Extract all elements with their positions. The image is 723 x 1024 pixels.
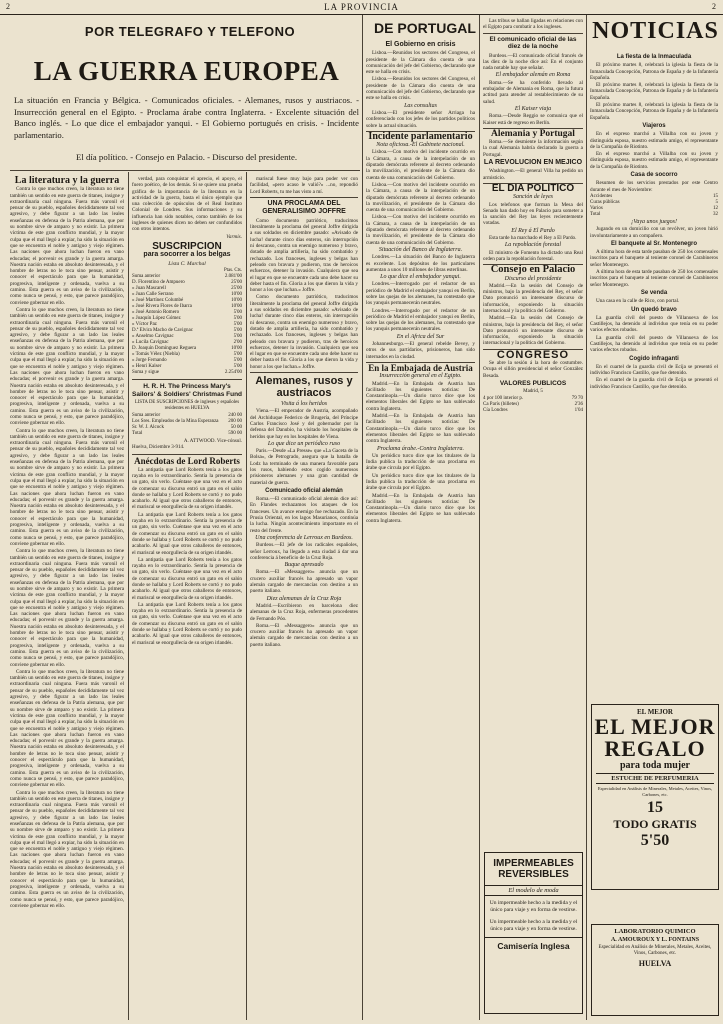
- row-label: Suma anterior: [132, 274, 161, 280]
- row-value: 5'00: [233, 334, 242, 340]
- article-body: Una casa en la calle de Rico, con portal.: [596, 298, 680, 305]
- row-label: Curas públicas: [590, 199, 620, 205]
- row-value: 5'00: [233, 358, 242, 364]
- g-title: El Gobierno en crisis: [385, 41, 456, 48]
- article-body: Lisboa.—Con motivo del incidente ocurrido en la Cámara, a causa de la interpelación de un diputado demócrata referente al decreto ordenando la movilización, el presidente de la Cámara dio cuenta de una comunicación del Gobierno.: [366, 214, 475, 246]
- article-body: Un periódico turco dice que los titulares de la India publica la traducción de una proclama en árabe que circula por el Egipto.: [366, 452, 475, 472]
- regalo-price-2: 5'50: [640, 832, 670, 849]
- article-body: El próximo martes 8, celebrará la iglesia la fiesta de la Inmaculada Concepción, Patrona de España y de la Infantería Española.: [590, 62, 718, 81]
- article-title: La literatura y la guerra: [14, 176, 120, 186]
- row-label: » José Martínez Columbé: [132, 298, 184, 304]
- article-body: Johannesburgo.—El general rebelde Bevey, y otros de sus partidarios, prisioneros, han sido internados en la ciudad.: [366, 341, 475, 360]
- article-body: Contra lo que muchos creen, la literatura no tiene también un sentido en este guerra de titanes, insigne y extraordinaria cual ninguna. Fuera más varonil el pensar de su pueblo, españoles decididamente tal vez agresivo, y debe figurar a un lado las leales enseñanzas en defensa de la Patria alemana, que por su nombre sirve de amparo y no existir. La primera víctima de este gran conflicto mundial, y la mayor culpa que el mal llegó a expiar, ha sido la situación en que se encuentra el noble y antiguo y viejo régimen. Las naciones que ahora luchan fueron en vano educadas; el porvenir es grande y la guerra amarga. Nuestra nación estaba en absoluto desinteresada, y el hombre de letras no le toca sino pensar, asistir y conocer el espectáculo para que la humanidad, progresiva, inteligente y ordenada, vuelva a su camino. Esta guerra es un aviso de la civilización, como nunca se pensó, y esto, que parece paradójico, conviene gobernar en ello.: [10, 186, 124, 306]
- article-body: En el expreso marchó a Villalba con su joven y distinguida esposa, nuestro estimado amigo, el representante de la Compañía de Riotinto.: [590, 151, 718, 170]
- laboratorio-ad: [591, 924, 719, 1016]
- divider: [132, 454, 242, 455]
- article-body: Se abre la sesión á la hora de costumbre. Ocupa el sillón presidencial el señor González Besada.: [483, 360, 583, 379]
- table-row: [132, 431, 242, 437]
- row-label: D. Florentino de Ampuero: [132, 280, 185, 286]
- regalo-sub2: ESTUCHE DE PERFUMERIA: [596, 773, 714, 784]
- table-row: [132, 370, 242, 376]
- table-row: [590, 212, 718, 218]
- article-body: El ministro de Fomento ha dictado una Real orden para la repoblación forestal.: [483, 249, 583, 262]
- emb2-title: En la Embajada de Austria: [368, 362, 473, 373]
- subs-list-title: Lista C. Marchal: [168, 260, 206, 267]
- column-1: [10, 176, 124, 1016]
- row-value: 15: [713, 193, 718, 199]
- row-label: Sr. W. J. Alcock: [132, 424, 164, 430]
- lab-text: Especialidad en Análisis de Minerales, Metales, Aceites, Vinos, Carbones, etc.: [598, 945, 712, 956]
- row-value: 5: [715, 199, 718, 205]
- column-rule: [128, 172, 129, 1020]
- divider: [250, 372, 358, 373]
- article-body: Roma.—Desde Reggio se comunica que el Kaiser está de regreso en Berlín.: [483, 113, 583, 126]
- lab-city: HUELVA: [638, 959, 672, 968]
- row-label: » José Rivera Flores de Ibarra: [132, 304, 192, 310]
- section-noticias: NOTICIAS: [592, 18, 719, 44]
- conf-title: Una conferencia de Lerroux en Burdeos.: [255, 534, 353, 541]
- column-3: [250, 176, 358, 1016]
- inc-title: Incidente parlamentario: [368, 130, 473, 142]
- imp-shop: Camisería Inglesa: [485, 937, 582, 951]
- com-title: Comunicado oficial alemán: [265, 487, 343, 494]
- divider: [483, 33, 583, 34]
- lead-sub: El día político. - Consejo en Palacio. - Discurso del presidente.: [75, 152, 298, 162]
- article-body: Paris.—Desde «La Presse» que «La Gaceta de la Bolsa», de Petrogrado, asegura que la batalla de Lodz ha terminado de una manera favorable para los rusos, habiendo estos cogido numerosos prisioneros alemanes y una gran cantidad de material de guerra.: [250, 448, 358, 486]
- article-body: Esta tarde ha marchado el Rey a El Pardo.: [489, 235, 577, 242]
- row-value: 5'00: [233, 322, 242, 328]
- article-body: Contra lo que muchos creen, la literatura no tiene también un sentido en este guerra de titanes, insigne y extraordinaria cual ninguna. Fuera más varonil el pensar de su pueblo, españoles decididamente tal vez agresivo, y debe figurar a un lado las leales enseñanzas en defensa de la Patria alemana, que por su nombre sirve de amparo y no existir. La primera víctima de este gran conflicto mundial, y la mayor culpa que el mal llegó a expiar, ha sido la situación en que se encuentra el noble y antiguo y viejo régimen. Las naciones que ahora luchan fueron en vano educadas; el porvenir es grande y la guerra amarga. Nuestra nación estaba en absoluto desinteresada, y el hombre de letras no le toca sino pensar, asistir y conocer el espectáculo para que la humanidad, progresiva, inteligente y ordenada, vuelva a su camino. Esta guerra es un aviso de la civilización, como nunca se pensó, y esto, que parece paradójico, conviene gobernar en ello.: [10, 306, 124, 427]
- article-body: Londres.—Interrogado por el redactor de un periódico de Madrid el embajador yanqui en Berlín, sobre las quejas de los alemanes, ha contestado que los yanquis permanecerán neutrales.: [366, 307, 475, 333]
- row-value: 5'00: [233, 316, 242, 322]
- row-label: » Joaquín López Gómez: [132, 316, 181, 322]
- inc-sub: Nota oficiosa.-El Gabinete nacional.: [376, 142, 465, 149]
- article-body: Un periódico turco dice que los titulares de la India publica la traducción de una proclama en árabe que circula por el Egipto.: [366, 472, 475, 492]
- article-signature: Varmis.: [226, 233, 242, 240]
- row-value: 2.081'00: [224, 274, 242, 280]
- hrh-table: [132, 413, 242, 437]
- article-body: Roma.—El comunicado oficial alemán dice así: En Flandes rechazamos los ataques de los franceses. Un avance enemigo fue rechazado. En la Prusia Oriental, en los lagos Masurianos, continúa la lucha. Ningún acontecimiento importante en el resto del frente.: [250, 496, 358, 534]
- article-body: Como documento patriótico, traducimos literalmente la proclama del general Joffre dirigida a sus soldados en diciembre pasado: «Avisado de lucha! durante cinco días enteros, sin interrupción ni descanso, contra un enemigo numeroso y bravo, dotado de amplia artillería, ha sido combatido y rechazado. Los franceses, ingleses y belgas han peleado con bravura y pudieron, tras de heroicos esfuerzos, detener la invasión. Cualquiera que sea el lugar en que se encuentre cada uno debe hacer su deber hasta el fin. Gloria a los que dieron la vida y honor a los que luchan.» Joffre.: [250, 294, 358, 370]
- row-value: 5'00: [233, 310, 242, 316]
- article-body: En el cuartel de la guardia civil de Ecija se presentó el individuo Francisco Castillo, que fue detenido.: [590, 377, 718, 390]
- column-rule: [586, 15, 587, 1020]
- row-label: » Juan Calle Serrano: [132, 292, 174, 298]
- column-rule: [479, 15, 480, 1020]
- section-portugal: DE PORTUGAL: [374, 20, 476, 36]
- procl4-title: Proclama árabe.-Contra Inglaterra.: [376, 445, 465, 452]
- buque6-title: Un quedó bravo: [631, 306, 677, 313]
- row-label: D.ª Elvira Macho de Cavignac: [132, 328, 193, 334]
- row-label: » Lucila Cavignac: [132, 340, 169, 346]
- article-body: Burdeos.—El comunicado oficial francés de las diez de la noche dice así: En el conjunto nada notable hay que señalar.: [483, 52, 583, 72]
- column-6: [590, 52, 718, 698]
- article-body: Resumen de los servicios prestados por este Centro durante el mes de Noviembre:: [590, 180, 718, 193]
- sur-title: En el Africa del Sur: [396, 333, 445, 340]
- article-body: En el expreso marchó a Villalba con su joven y distinguida esposa, nuestro estimado amigo, el representante de la Compañía de Riotinto.: [590, 131, 718, 150]
- kaiser-title: El Kaiser viaja: [514, 105, 552, 112]
- article-body: Jugando en un domicilio con un revólver, un joven hirió involuntariamente a un compañero.: [590, 226, 718, 239]
- article-body: A última hora de esta tarde pasaban de 250 los comensales inscritos para el banquete al teniente coronel de Carabineros señor Montenegro.: [590, 249, 718, 268]
- row-label: Accidentes: [590, 193, 613, 199]
- article-body: Roma.—Se ha conferido llevado al embajador de Alemania en Roma, que la futura actitud para atender al restablecimiento de su salud.: [483, 79, 583, 105]
- imp-sub: El modelo de moda: [485, 885, 582, 896]
- casa-title: Casa de socorro: [630, 172, 678, 179]
- divider: [250, 197, 358, 198]
- row-value: 5'00: [233, 328, 242, 334]
- regalo-title: EL MEJOR REGALO: [594, 714, 716, 761]
- article-body: Lisboa.—Reunidos los sectores del Congreso, el presidente de la Cámara dio cuenta de una comunicación del jefe del Gobierno, declarando que este se halla en crisis.: [366, 76, 475, 102]
- row-value: 240 00: [228, 412, 242, 418]
- banquete-title: El banquete al Sr. Montenegro: [610, 240, 697, 247]
- row-label: Cía Londres: [483, 407, 508, 413]
- article-body: Madrid.—En la sesión del Consejo de ministros, bajo la presidencia del Rey, el señor Dato pronunció un interesante discurso de información, exponiendo la situación internacional y la política del Gobierno.: [483, 282, 583, 314]
- article-body: Londres.—Interrogado por el redactor de un periódico de Madrid el embajador yanqui en Berlín, sobre las quejas de los alemanes, ha contestado que los yanquis permanecerán neutrales.: [366, 281, 475, 307]
- row-value: 10'00: [231, 292, 242, 298]
- row-label: 4 por 100 interior p.: [483, 395, 524, 401]
- article-body: Madrid.—En la Embajada de Austria han facilitado los siguientes noticias: De Constantinopla.—Un diario turco dice que los elementos liberales del Egipto se han sublevado contra Inglaterra.: [366, 380, 475, 412]
- article-body: A última hora de esta tarde pasaban de 250 los comensales inscritos para el banquete al teniente coronel de Carabineros señor Montenegro.: [590, 269, 718, 288]
- dice-title: Diez alemanas de la Cruz Roja: [266, 595, 342, 602]
- venda-title: Se venda: [640, 289, 668, 296]
- article-body: Lisboa.—Reunidos los sectores del Congreso, el presidente de la Cámara dio cuenta de una comunicación del jefe del Gobierno, declarando que este se halla en crisis.: [366, 50, 475, 76]
- divider: [132, 379, 242, 380]
- article-body: Burdeos.—El jefe de los radicales españoles, señor Lerroux, ha llegado a esta ciudad á dar una conferencia á beneficio de la Cruz Roja.: [250, 542, 358, 561]
- article-body: Madrid.—Escribieron en barcelona diez alemanas de la Cruz Roja, enfermeras procedentes de Fernando Póo.: [250, 602, 358, 622]
- row-label: » José Antonio Romero: [132, 310, 180, 316]
- row-value: 50 00: [230, 424, 242, 430]
- row-label: » Jorge Fernando: [132, 358, 167, 364]
- row-label: » Anselmo Cavignac: [132, 334, 174, 340]
- regalo-price: 15: [647, 799, 663, 816]
- article-body: Contra lo que muchos creen, la literatura no tiene también un sentido en este guerra de titanes, insigne y extraordinaria cual ninguna. Fuera más varonil el pensar de su pueblo, españoles decididamente tal vez agresivo, y debe figurar a un lado las leales enseñanzas en defensa de la Patria alemana, que por su nombre sirve de amparo y no existir. La primera víctima de este gran conflicto mundial, y la mayor culpa que el mal llegó a expiar, ha sido la situación en que se encuentra el noble y antiguo y viejo régimen. Las naciones que ahora luchan fueron en vano educadas; el porvenir es grande y la guerra amarga. Nuestra nación estaba en absoluto desinteresada, y el hombre de letras no le toca sino pensar, asistir y conocer el espectáculo para que la humanidad, progresiva, inteligente y ordenada, vuelva a su camino. Esta guerra es un aviso de la civilización, como nunca se pensó, y esto, que parece paradójico, conviene gobernar en ello.: [10, 427, 124, 547]
- alem-sub: Visita á los heridos: [280, 401, 328, 408]
- column-5: [483, 18, 583, 848]
- lab-sub: A. AMOUROUX Y L. FONTAINS: [610, 937, 700, 943]
- cp-title: Consejo en Palacio: [490, 264, 576, 276]
- subs-col-header: Ptas. Cts.: [224, 267, 242, 273]
- row-value: 10'00: [231, 298, 242, 304]
- row-value: 79 70: [571, 395, 583, 401]
- row-value: 10'00: [231, 304, 242, 310]
- signature-date: Huelva, Diciembre 3-914.: [132, 445, 185, 451]
- row-value: 25'00: [231, 280, 242, 286]
- lab-title: LABORATORIO QUIMICO: [614, 928, 696, 935]
- imp-text: Un impermeable hecho a la medida y el único para viaje y en forma de vestirse.: [489, 900, 578, 913]
- subs-title: SUSCRIPCION: [152, 240, 222, 252]
- row-label: Varios: [590, 205, 603, 211]
- cons-title: Las consultas: [404, 102, 437, 109]
- alem-title: Alemanes, rusos y austriacos: [255, 375, 353, 400]
- masthead: [0, 0, 723, 15]
- row-value: 32: [713, 211, 718, 217]
- row-label: Total: [132, 430, 143, 436]
- cp-sub: Discurso del presidente: [504, 275, 562, 282]
- cog-title: Cogido infraganti: [629, 355, 679, 362]
- regalo-gratis: TODO GRATIS: [613, 817, 697, 831]
- row-label: » Víctor Paz: [132, 322, 157, 328]
- article-body: Madrid.—En la Embajada de Austria han facilitado los siguientes noticias: De Constantinopla.—Un diario turco dice que los elementos liberales del Egipto se han sublevado contra Inglaterra.: [366, 492, 475, 524]
- ferr-title: La repoblación forestal: [504, 242, 562, 249]
- article-body: La antipatía que Lord Roberts tenía a los gatos rayaba en lo extraordinario. Sentía la presencia de un gato, sin verlo. Cuéntase que una vez en el acto de comenzar su discurso entró un gato en el salón donde se hallaba y Lord Roberts se cortó y no pudo acabarlo. Al igual que otros caballeros de entonces, el mariscal se enorgullecía de su origen irlandés.: [132, 511, 242, 556]
- ins-title: Insurrección general en el Egipto.: [379, 373, 462, 380]
- mex-title: LA REVOLUCION EN MEJICO: [483, 159, 583, 167]
- article-body: El próximo martes 8, celebrará la iglesia la fiesta de la Inmaculada Concepción, Patrona de España y de la Infantería Española.: [590, 82, 718, 101]
- regalo-text: Especialidad en Análisis de Minerales, Metales, Aceites, Vinos, Carbones, etc.: [597, 786, 713, 797]
- article-body: Contra lo que muchos creen, la literatura no tiene también un sentido en este guerra de titanes, insigne y extraordinaria cual ninguna. Fuera más varonil el pensar de su pueblo, españoles decididamente tal vez agresivo, y debe figurar a un lado las leales enseñanzas en defensa de la Patria alemana, que por su nombre sirve de amparo y no existir. La primera víctima de este gran conflicto mundial, y la mayor culpa que el mal llegó a expiar, ha sido la situación en que se encuentra el noble y antiguo y viejo régimen. Las naciones que ahora luchan fueron en vano educadas; el porvenir es grande y la guerra amarga. Nuestra nación estaba en absoluto desinteresada, y el hombre de letras no le toca sino pensar, asistir y conocer el espectáculo para que la humanidad, progresiva, inteligente y ordenada, vuelva a su camino. Esta guerra es un aviso de la civilización, como nunca se pensó, y esto, que parece paradójico, conviene gobernar en ello.: [10, 548, 124, 668]
- ap-title: Alemania y Portugal: [491, 128, 575, 139]
- row-value: 2'00: [233, 340, 242, 346]
- row-label: » Henri Kalser: [132, 364, 162, 370]
- article-body: La antipatía que Lord Roberts tenía a los gatos rayaba en lo extraordinario. Sentía la presencia de un gato, sin verlo. Cuéntase que una vez en el acto de comenzar su discurso entró un gato en el salón donde se hallaba y Lord Roberts se cortó y no pudo acabarlo. Al igual que otros caballeros de entonces, el mariscal se enorgullecía de su origen irlandés.: [132, 601, 242, 646]
- page-number-right: 2: [712, 2, 717, 11]
- regalo-pre: EL MEJOR: [637, 708, 673, 716]
- row-value: 25'00: [231, 286, 242, 292]
- valores-sub: Madrid, 5: [523, 389, 543, 395]
- viajeros-title: Viajeros: [642, 122, 666, 129]
- article-body: Roma.—Se desmiente la información según la cual Alemania habría declarado la guerra a Portugal.: [483, 139, 583, 158]
- table-row: [483, 408, 583, 414]
- article-body: En el cuartel de la guardia civil de Ecija se presentó el individuo Francisco Castillo, que fue detenido.: [590, 363, 718, 377]
- subs-sub: para socorrer a los belgas: [143, 251, 231, 259]
- article-body: mariscal fuese muy bajo para poder ver con facilidad, «pero acaso le valió?» ...no, repondió Lord Roberts, tu me has visto a mí.: [250, 176, 358, 195]
- lead-title: LA GUERRA EUROPEA: [33, 56, 340, 86]
- buque-title: Buque apresado: [284, 562, 324, 569]
- congreso-title: CONGRESO: [496, 348, 570, 361]
- column-rule: [246, 172, 247, 1020]
- article-body: Contra lo que muchos creen, la literatura no tiene también un sentido en este guerra de titanes, insigne y extraordinaria cual ninguna. Fuera más varonil el pensar de su pueblo, españoles decididamente tal vez agresivo, y debe figurar a un lado las leales enseñanzas en defensa de la Patria alemana, que por su nombre sirve de amparo y no existir. La primera víctima de este gran conflicto mundial, y la mayor culpa que el mal llegó a expiar, ha sido la situación en que se encuentra el noble y antiguo y viejo régimen. Las naciones que ahora luchan fueron en vano educadas; el porvenir es grande y la guerra amarga. Nuestra nación estaba en absoluto desinteresada, y el hombre de letras no le toca sino pensar, asistir y conocer el espectáculo para que la humanidad, progresiva, inteligente y ordenada, vuelva a su camino. Esta guerra es un aviso de la civilización, como nunca se pensó, y esto, que parece paradójico, conviene gobernar en ello.: [10, 668, 124, 789]
- column-4: [366, 40, 475, 1016]
- row-label: Suma y sigue: [132, 370, 159, 376]
- article-body: Madrid.—En la sesión del Consejo de ministros, bajo la presidencia del Rey, el señor Dato pronunció un interesante discurso de información, exponiendo la situación internacional y la política del Gobierno.: [483, 315, 583, 347]
- row-value: 200 00: [228, 418, 242, 424]
- article-body: El próximo martes 8, celebrará la iglesia la fiesta de la Inmaculada Concepción, Patrona de España y de la Infantería Española.: [590, 102, 718, 121]
- row-label: D. Joaquín Domínguez Reguera: [132, 346, 197, 352]
- row-value: 2.254'00: [224, 370, 242, 376]
- regalo-sub1: para toda mujer: [620, 760, 690, 771]
- row-value: 2'36: [574, 401, 583, 407]
- anec-title: Anécdotas de Lord Roberts: [134, 456, 240, 467]
- casa-table: [590, 194, 718, 218]
- divider: [10, 170, 360, 171]
- column-rule: [362, 15, 363, 1020]
- row-label: Ca París (billetes): [483, 401, 519, 407]
- row-label: Total: [590, 211, 601, 217]
- fiesta-title: La fiesta de la Inmaculada: [616, 54, 692, 60]
- article-body: Lisboa.—Con motivo del incidente ocurrido en la Cámara, a causa de la interpelación de un diputado demócrata referente al decreto ordenando la movilización, el presidente de la Cámara dio cuenta de una comunicación del Gobierno.: [366, 149, 475, 181]
- valores-table: [483, 396, 583, 414]
- emb-title: Lo que dice el embajador yanqui.: [380, 274, 461, 281]
- hrh-sub: LISTA DE SUSCRIPCIONES de ingleses y españoles residentes en HUELVA: [134, 400, 240, 412]
- rey-title: El Rey á El Pardo: [511, 227, 555, 234]
- row-value: 1'04: [574, 407, 583, 413]
- article-body: Madrid.—En la Embajada de Austria han facilitado los siguientes noticias: De Constantinopla.—Un diario turco dice que los elementos liberales del Egipto se han sublevado contra Inglaterra.: [366, 413, 475, 445]
- subs-table: [132, 274, 242, 376]
- impermeables-ad: [484, 852, 583, 1014]
- row-value: 5'00: [233, 352, 242, 358]
- row-label: Suma anterior: [132, 412, 161, 418]
- article-body: La guardia civil del puesto de Villanueva de los Castillejos, ha detenido al individuo que tenía en su poder varios efectos robados.: [590, 334, 718, 354]
- hrh-title: H. R. H. The Princess Mary's Sailors' & Soldiers' Christmas Fund: [132, 383, 242, 398]
- row-value: 5'00: [233, 364, 242, 370]
- banco-title: Situación del Banco de Inglaterra.: [378, 246, 463, 253]
- page-number-left: 2: [6, 2, 11, 11]
- regalo-ad: [591, 704, 719, 890]
- imp-text: Un impermeable hecho a la medida y el único para viaje y en forma de vestirse.: [489, 919, 578, 932]
- vaya-title: ¡Vaya unos juegos!: [631, 218, 677, 225]
- article-body: Lisboa.—El presidente señor Arriaga ha conferenciado con los jefes de los partidos políticos sobre la actual situación.: [366, 109, 475, 129]
- row-label: » Tomás Vélez (Niebla): [132, 352, 180, 358]
- row-label: » Juan Mascarell: [132, 286, 166, 292]
- article-body: Como documento patriótico, traducimos literalmente la proclama del general Joffre dirigida a sus soldados en diciembre pasado: «Avisado de lucha! durante cinco días enteros, sin interrupción ni descanso, contra un enemigo numeroso y bravo, dotado de amplia artillería, ha sido combatido y rechazado. Los franceses, ingleses y belgas han peleado con bravura y pudieron, tras de heroicos esfuerzos, detener la invasión. Cualquiera que sea el lugar en que se encuentre cada uno debe hacer su deber hasta el fin. Gloria a los que dieron la vida y honor a los que luchan.» Joffre.: [250, 217, 358, 294]
- imp-title: IMPERMEABLES REVERSIBLES: [493, 858, 574, 880]
- article-body: Viena.—El emperador de Austria, acompañado del Archiduque Federico de Brugería, del Príncipe Carlos Francisco José y del gobernador por la defensa del Danubio, ha visitado los hospitales de heridos que hay en los hospitales de Viena.: [250, 408, 358, 440]
- article-body: Washington.—El general Villa ha pedido un armisticio.: [483, 168, 583, 181]
- article-body: Roma.—El «Messaggero» anuncia que un crucero auxiliar francés ha apresado un vapor alemán cargado de mercancías con destino a un puerto italiano.: [250, 569, 358, 595]
- row-value: 590 00: [228, 430, 242, 436]
- row-value: 10'00: [231, 346, 242, 352]
- procl-title: UNA PROCLAMA DEL GENERALISIMO JOFFRE: [262, 199, 346, 215]
- dp-title: EL DIA POLITICO: [491, 182, 575, 194]
- signature: A. ATTWOOD. Vice-cónsul.: [183, 438, 242, 444]
- section-telegrafo: POR TELEGRAFO Y TELEFONO: [84, 24, 296, 39]
- article-body: Roma.—El «Messaggero» anuncia que un crucero auxiliar francés ha apresado un vapor alemán cargado de mercancías con destino a un puerto italiano.: [250, 622, 358, 648]
- article-body: Las tribus se hallan ligadas en relaciones con el Egipto para combatir a los ingleses.: [483, 18, 583, 31]
- period-title: Lo que dice un periódico ruso: [267, 440, 341, 447]
- lead-summary: La situación en Francia y Bélgica. - Comunicados oficiales. - Alemanes, rusos y austriacos. - Insurrección general en el Egipto. - Proclama árabe contra Inglaterra. - Excelente situación del Banco inglés. - Lo que dice el embajador yanqui. - El Gobierno portugués en crisis. - Incidente parlamentario.: [14, 95, 359, 140]
- article-body: verdad, para conquistar el aprecio, el apoyo, el fuero poético, de los demás. Si se quiere una prueba gráfica de la importancia de la literatura en la actividad de la guerra, basta el único ejemplo que una colección de opúsculos de el Real Instituto Colonial de Londres. Sus informaciones y su influencia han sido notables, como también de los ingleses de quienes dicen no deben ser confundidos con otros intentos.: [132, 176, 242, 233]
- ca-title: El comunicado oficial de las diez de la noche: [489, 35, 577, 51]
- paper-name: LA PROVINCIA: [324, 2, 399, 12]
- valores-title: VALORES PUBLICOS: [499, 379, 567, 387]
- article-body: Lisboa.—Con motivo del incidente ocurrido en la Cámara, a causa de la interpelación de un diputado demócrata referente al decreto ordenando la movilización, el presidente de la Cámara dio cuenta de una comunicación del Gobierno.: [366, 181, 475, 214]
- emb5-title: El embajador alemán en Roma: [495, 72, 571, 79]
- dp-sub: Sanción de leyes: [513, 194, 553, 201]
- article-body: La antipatía que Lord Roberts tenía a los gatos rayaba en lo extraordinario. Sentía la presencia de un gato, sin verlo. Cuéntase que una vez en el acto de comenzar su discurso entró un gato en el salón donde se hallaba y Lord Roberts se cortó y no pudo acabarlo. Al igual que otros caballeros de entonces, el mariscal se enorgullecía de su origen irlandés.: [132, 556, 242, 601]
- column-2: [132, 176, 242, 1016]
- article-body: Los telefonos que forman la Mesa del Senado han dado hoy en Palacio para someter a la sanción del Rey las leyes recientemente votadas.: [483, 201, 583, 227]
- row-label: Los Sres. Empleados de la Mina Esperanza: [132, 418, 219, 424]
- article-body: Contra lo que muchos creen, la literatura no tiene también un sentido en este guerra de titanes, insigne y extraordinaria cual ninguna. Fuera más varonil el pensar de su pueblo, españoles decididamente tal vez agresivo, y debe figurar a un lado las leales enseñanzas en defensa de la Patria alemana, que por su nombre sirve de amparo y no existir. La primera víctima de este gran conflicto mundial, y la mayor culpa que el mal llegó a expiar, ha sido la situación en que se encuentra el noble y antiguo y viejo régimen. Las naciones que ahora luchan fueron en vano educadas; el porvenir es grande y la guerra amarga. Nuestra nación estaba en absoluto desinteresada, y el hombre de letras no le toca sino pensar, asistir y conocer el espectáculo para que la humanidad, progresiva, inteligente y ordenada, vuelva a su camino. Esta guerra es un aviso de la civilización, como nunca se pensó, y esto, que parece paradójico, conviene gobernar en ello.: [10, 789, 124, 909]
- row-value: 12: [713, 205, 718, 211]
- article-body: La guardia civil del puesto de Villanueva de los Castillejos, ha detenido al individuo que tenía en su poder varios efectos robados.: [590, 314, 718, 334]
- article-body: La antipatía que Lord Roberts tenía a los gatos rayaba en lo extraordinario. Sentía la presencia de un gato, sin verlo. Cuéntase que una vez en el acto de comenzar su discurso entró un gato en el salón donde se hallaba y Lord Roberts se cortó y no pudo acabarlo. Al igual que otros caballeros de entonces, el mariscal se enorgullecía de su origen irlandés.: [132, 466, 242, 511]
- article-body: Londres.—La situación del Banco de Inglaterra es excelente. Los depósitos de los particulares aumentan a unos 10 millones de libras esterlinas.: [366, 254, 475, 273]
